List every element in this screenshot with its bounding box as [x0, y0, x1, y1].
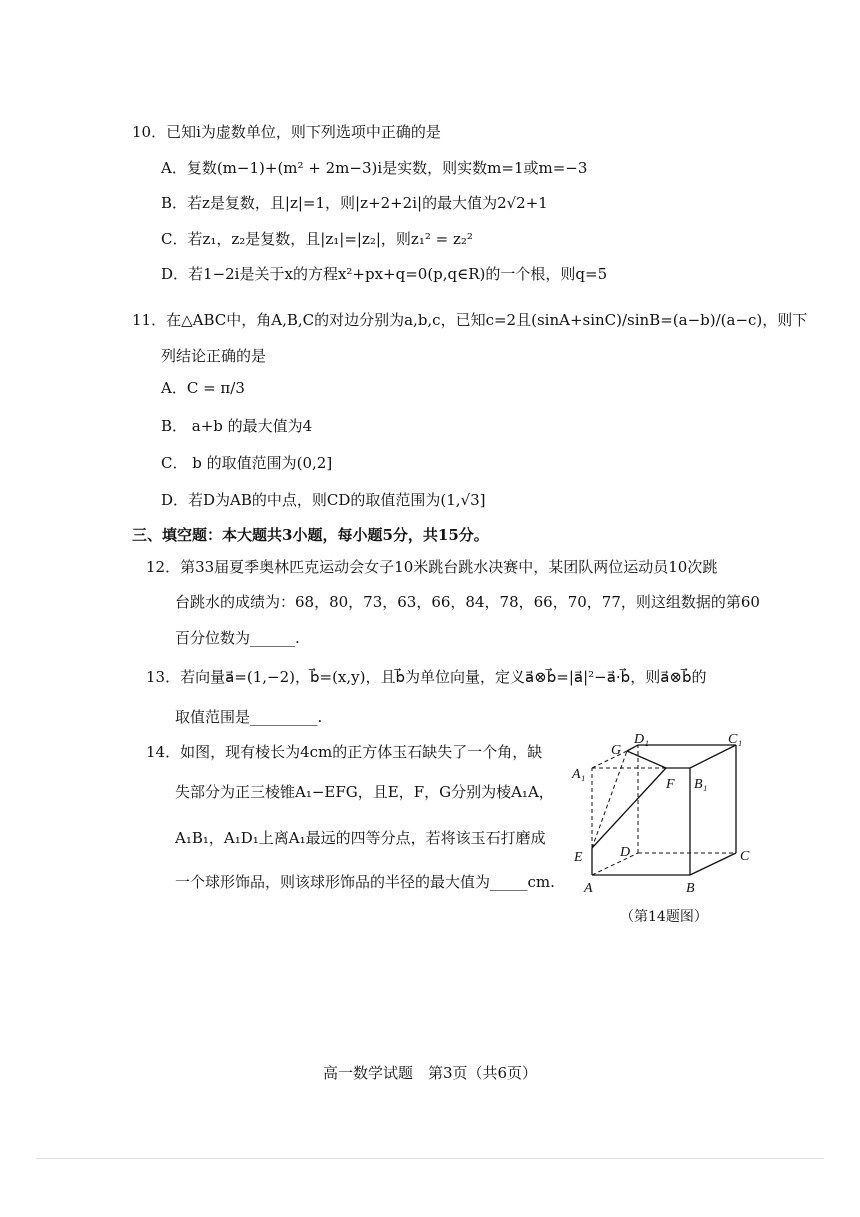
q11-option-c: C． b 的取值范围为(0,2]	[161, 454, 333, 472]
q14-line1: 14．如图，现有棱长为4cm的正方体玉石缺失了一个角，缺	[146, 743, 543, 761]
edge-g-f	[627, 751, 666, 768]
q11-option-b: B． a+b 的最大值为4	[161, 417, 313, 435]
q11-option-a: A．C = π/3	[161, 379, 245, 397]
q11-stem-line1: 11．在△ABC中，角A,B,C的对边分别为a,b,c，已知c=2且(sinA+sinC)/sinB=(a−b)/(a−c)，则下	[132, 311, 808, 329]
q14-line2: 失部分为正三棱锥A₁−EFG，且E，F，G分别为棱A₁A，	[175, 783, 554, 801]
bottom-divider	[36, 1158, 824, 1159]
label-b1: B₁	[694, 777, 708, 792]
label-d1: D₁	[634, 732, 649, 747]
q13-line2: 取值范围是_________.	[175, 708, 323, 726]
label-a: A	[584, 881, 593, 896]
edge-e-g	[592, 751, 627, 848]
label-b: B	[686, 881, 695, 896]
label-d: D	[620, 845, 631, 860]
q14-line3: A₁B₁，A₁D₁上离A₁最远的四等分点，若将该玉石打磨成	[175, 829, 546, 847]
label-f: F	[666, 777, 675, 792]
label-a1: A₁	[572, 767, 586, 782]
q11-stem-line2: 列结论正确的是	[161, 347, 267, 365]
label-e: E	[574, 850, 583, 865]
q12-line1: 12．第33届夏季奥林匹克运动会女子10米跳台跳水决赛中，某团队两位运动员10次跳	[146, 558, 718, 576]
q12-line2: 台跳水的成绩为：68，80，73，63，66，84，78，66，70，77，则这组数据的第60	[175, 593, 760, 611]
section-heading: 三、填空题：本大题共3小题，每小题5分，共15分。	[132, 526, 489, 544]
page-footer: 高一数学试题 第3页（共6页）	[322, 1064, 538, 1082]
figure-caption: （第14题图）	[620, 909, 708, 925]
q10-option-a: A．复数(m−1)+(m² + 2m−3)i是实数，则实数m=1或m=−3	[161, 159, 588, 177]
q10-option-d: D．若1−2i是关于x的方程x²+px+q=0(p,q∈R)的一个根，则q=5	[161, 265, 608, 283]
q10-option-c: C．若z₁，z₂是复数，且|z₁|=|z₂|，则z₁² = z₂²	[161, 230, 473, 248]
edge-e-f	[592, 768, 666, 848]
q14-line4: 一个球形饰品，则该球形饰品的半径的最大值为_____cm.	[175, 873, 555, 891]
label-g: G	[611, 743, 622, 758]
cube-figure	[568, 730, 768, 905]
q12-line3: 百分位数为______.	[175, 629, 300, 647]
edge-b-c	[690, 853, 736, 875]
q11-option-d: D．若D为AB的中点，则CD的取值范围为(1,√3]	[161, 491, 486, 509]
label-c1: C₁	[728, 732, 743, 747]
edge-b1-c1	[690, 745, 736, 768]
q10-stem: 10．已知i为虚数单位，则下列选项中正确的是	[132, 123, 441, 141]
q10-option-b: B．若z是复数，且|z|=1，则|z+2+2i|的最大值为2√2+1	[161, 194, 548, 212]
q13-line1: 13．若向量a⃗=(1,−2)，b⃗=(x,y)，且b⃗为单位向量，定义a⃗⊗b⃗=|a⃗|²−a⃗·b⃗，则a⃗⊗b⃗的	[146, 668, 707, 686]
edge-a-d	[592, 853, 638, 875]
label-c: C	[740, 849, 750, 864]
